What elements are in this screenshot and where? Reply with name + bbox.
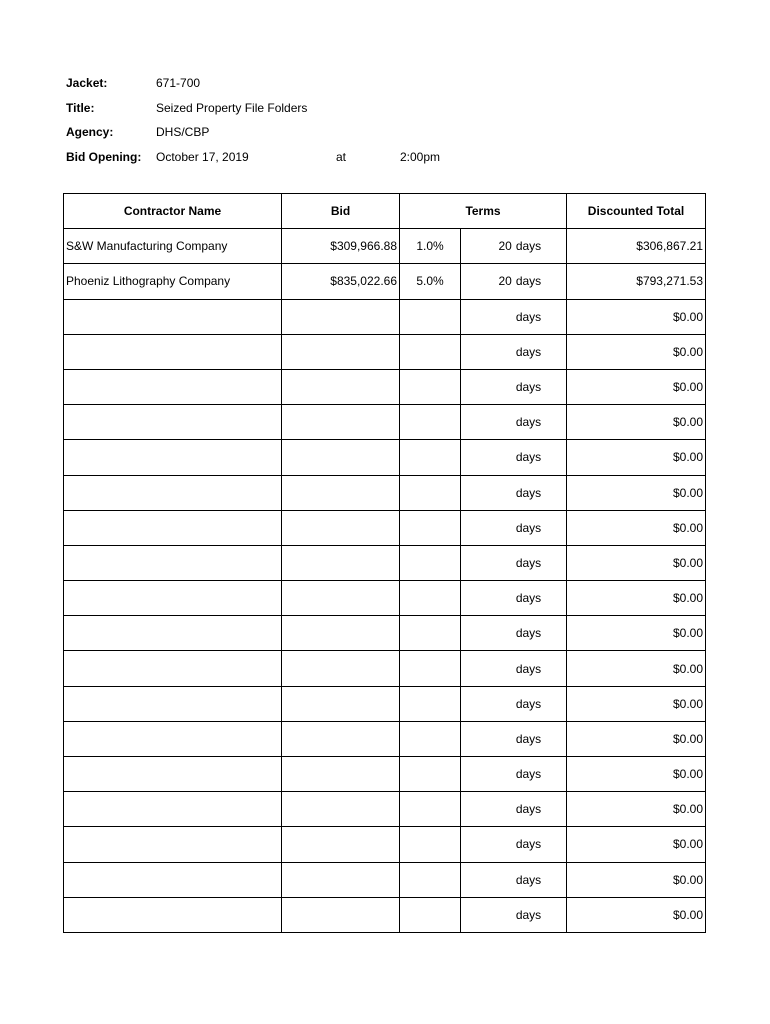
contractor-name-cell — [64, 475, 282, 510]
contractor-name-cell — [64, 651, 282, 686]
bid-cell — [282, 545, 400, 580]
contractor-name-cell — [64, 616, 282, 651]
table-row — [64, 475, 706, 510]
bid-cell — [282, 334, 400, 369]
discounted-total-cell: $793,271.53 — [567, 264, 706, 299]
col-header-contractor: Contractor Name — [64, 194, 282, 229]
terms-days-cell — [461, 264, 567, 299]
discounted-total-cell: $0.00 — [567, 581, 706, 616]
bid-cell — [282, 616, 400, 651]
discount-percent-cell — [400, 827, 461, 862]
bid-cell — [282, 440, 400, 475]
contractor-name-cell — [64, 510, 282, 545]
days-unit: days — [515, 485, 542, 500]
discounted-total-cell: $0.00 — [567, 334, 706, 369]
discount-percent-cell: 5.0% — [400, 264, 461, 299]
discount-percent-cell — [400, 792, 461, 827]
discount-percent-cell — [400, 581, 461, 616]
terms-days-cell — [461, 651, 567, 686]
discount-percent-cell — [400, 510, 461, 545]
terms-days-cell — [461, 299, 567, 334]
terms-days-cell — [461, 897, 567, 932]
discounted-total-cell: $0.00 — [567, 757, 706, 792]
days-unit: days — [515, 380, 542, 395]
table-row — [64, 651, 706, 686]
days-unit: days — [515, 661, 542, 676]
table-row — [64, 686, 706, 721]
discounted-total-cell: $0.00 — [567, 686, 706, 721]
bid-cell — [282, 581, 400, 616]
discount-percent-cell — [400, 897, 461, 932]
bid-cell — [282, 862, 400, 897]
contractor-name-cell — [64, 792, 282, 827]
contractor-name-cell — [64, 299, 282, 334]
bid-cell — [282, 651, 400, 686]
terms-days-cell — [461, 862, 567, 897]
days-unit: days — [515, 520, 542, 535]
bid-cell: $309,966.88 — [282, 229, 400, 264]
bid-cell — [282, 475, 400, 510]
discounted-total-cell: $0.00 — [567, 475, 706, 510]
discounted-total-cell: $0.00 — [567, 510, 706, 545]
discounted-total-cell: $0.00 — [567, 792, 706, 827]
table-row — [64, 757, 706, 792]
discounted-total-cell: $0.00 — [567, 651, 706, 686]
bid-cell — [282, 792, 400, 827]
bid-opening-time: 2:00pm — [400, 150, 441, 164]
days-number: 20 — [498, 274, 512, 289]
days-unit: days — [515, 591, 542, 606]
col-header-discounted-total: Discounted Total — [567, 194, 706, 229]
days-unit: days — [515, 309, 542, 324]
days-unit: days — [515, 274, 542, 289]
bid-cell — [282, 299, 400, 334]
discounted-total-cell: $0.00 — [567, 369, 706, 404]
jacket-value: 671-700 — [156, 76, 201, 90]
days-unit: days — [515, 731, 542, 746]
terms-days-cell — [461, 757, 567, 792]
discount-percent-cell — [400, 440, 461, 475]
contractor-name-cell — [64, 545, 282, 580]
discount-percent-cell — [400, 757, 461, 792]
contractor-name-cell — [64, 721, 282, 756]
bid-opening-label: Bid Opening: — [66, 150, 142, 164]
terms-days-cell — [461, 405, 567, 440]
table-row — [64, 299, 706, 334]
table-row — [64, 616, 706, 651]
terms-days-cell — [461, 686, 567, 721]
discount-percent-cell — [400, 686, 461, 721]
terms-days-cell — [461, 545, 567, 580]
days-unit: days — [515, 344, 542, 359]
table-row — [64, 581, 706, 616]
days-unit: days — [515, 696, 542, 711]
discount-percent-cell — [400, 299, 461, 334]
days-unit: days — [515, 555, 542, 570]
discount-percent-cell — [400, 369, 461, 404]
discounted-total-cell: $0.00 — [567, 616, 706, 651]
bid-cell — [282, 369, 400, 404]
terms-days-cell — [461, 827, 567, 862]
days-unit: days — [515, 837, 542, 852]
discount-percent-cell — [400, 721, 461, 756]
discount-percent-cell — [400, 545, 461, 580]
title-label: Title: — [66, 101, 95, 115]
discount-percent-cell — [400, 405, 461, 440]
days-unit: days — [515, 626, 542, 641]
bid-cell — [282, 686, 400, 721]
table-row — [64, 510, 706, 545]
contractor-name-cell — [64, 440, 282, 475]
contractor-name-cell: Phoeniz Lithography Company — [64, 264, 282, 299]
jacket-label: Jacket: — [66, 76, 108, 90]
contractor-name-cell — [64, 862, 282, 897]
table-row — [64, 897, 706, 932]
discounted-total-cell: $0.00 — [567, 440, 706, 475]
contractor-name-cell — [64, 686, 282, 721]
discounted-total-cell: $0.00 — [567, 405, 706, 440]
discounted-total-cell: $0.00 — [567, 862, 706, 897]
contractor-name-cell — [64, 897, 282, 932]
table-row — [64, 229, 706, 264]
contractor-name-cell — [64, 757, 282, 792]
discount-percent-cell — [400, 616, 461, 651]
terms-days-cell — [461, 369, 567, 404]
discounted-total-cell: $306,867.21 — [567, 229, 706, 264]
bid-opening-date: October 17, 2019 — [156, 150, 249, 164]
table-row — [64, 264, 706, 299]
discounted-total-cell: $0.00 — [567, 545, 706, 580]
bid-cell — [282, 405, 400, 440]
contractor-name-cell — [64, 369, 282, 404]
discount-percent-cell — [400, 862, 461, 897]
table-row — [64, 827, 706, 862]
discounted-total-cell: $0.00 — [567, 897, 706, 932]
days-unit: days — [515, 872, 542, 887]
table-row — [64, 545, 706, 580]
table-header-row — [64, 194, 706, 229]
terms-days-cell — [461, 581, 567, 616]
discounted-total-cell: $0.00 — [567, 299, 706, 334]
terms-days-cell — [461, 440, 567, 475]
discount-percent-cell: 1.0% — [400, 229, 461, 264]
contractor-name-cell: S&W Manufacturing Company — [64, 229, 282, 264]
bid-cell — [282, 510, 400, 545]
table-row — [64, 440, 706, 475]
bid-cell: $835,022.66 — [282, 264, 400, 299]
table-row — [64, 334, 706, 369]
days-unit: days — [515, 239, 542, 254]
table-row — [64, 405, 706, 440]
contractor-name-cell — [64, 581, 282, 616]
bid-cell — [282, 827, 400, 862]
at-label: at — [336, 150, 347, 164]
days-unit: days — [515, 907, 542, 922]
terms-days-cell — [461, 792, 567, 827]
days-unit: days — [515, 767, 542, 782]
days-number: 20 — [498, 239, 512, 254]
table-row — [64, 792, 706, 827]
days-unit: days — [515, 802, 542, 817]
agency-label: Agency: — [66, 125, 114, 139]
days-unit: days — [515, 450, 542, 465]
discounted-total-cell: $0.00 — [567, 827, 706, 862]
discount-percent-cell — [400, 475, 461, 510]
agency-value: DHS/CBP — [156, 125, 210, 139]
contractor-name-cell — [64, 334, 282, 369]
title-value: Seized Property File Folders — [156, 101, 308, 115]
discounted-total-cell: $0.00 — [567, 721, 706, 756]
discount-percent-cell — [400, 651, 461, 686]
terms-days-cell — [461, 616, 567, 651]
terms-days-cell — [461, 334, 567, 369]
bid-table — [63, 193, 706, 933]
bid-cell — [282, 897, 400, 932]
bid-cell — [282, 721, 400, 756]
discount-percent-cell — [400, 334, 461, 369]
col-header-terms: Terms — [400, 194, 567, 229]
bid-cell — [282, 757, 400, 792]
contractor-name-cell — [64, 827, 282, 862]
terms-days-cell — [461, 229, 567, 264]
col-header-bid: Bid — [282, 194, 400, 229]
contractor-name-cell — [64, 405, 282, 440]
terms-days-cell — [461, 510, 567, 545]
table-row — [64, 369, 706, 404]
terms-days-cell — [461, 721, 567, 756]
table-row — [64, 721, 706, 756]
table-row — [64, 862, 706, 897]
terms-days-cell — [461, 475, 567, 510]
bid-table-body — [64, 229, 706, 933]
days-unit: days — [515, 415, 542, 430]
